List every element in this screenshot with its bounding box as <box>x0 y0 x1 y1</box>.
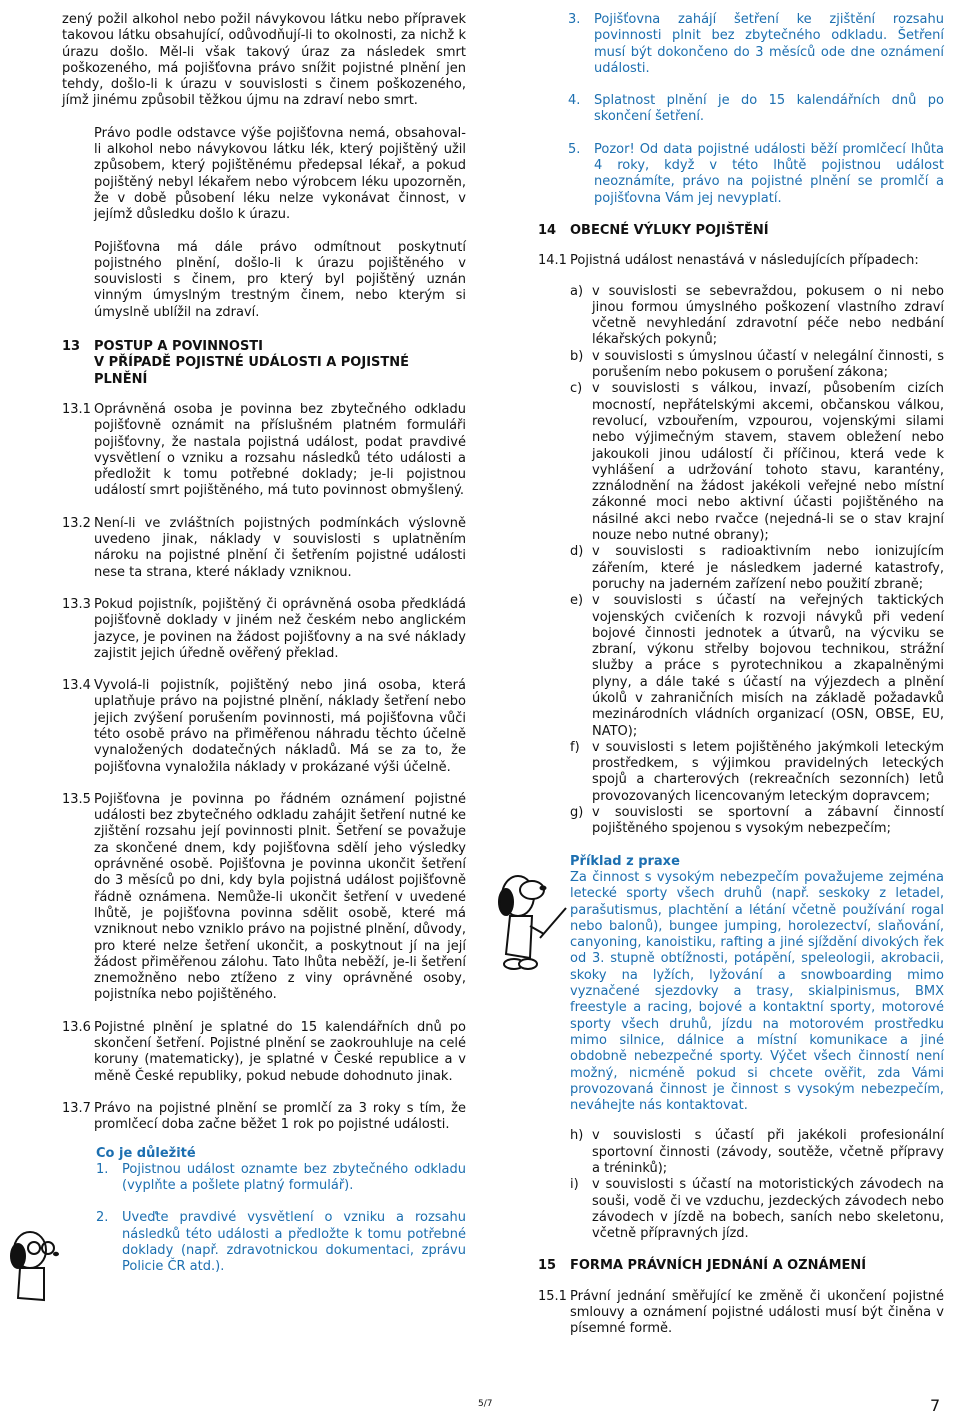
clause-number: 13.3 <box>62 596 91 612</box>
clause-15-1 <box>538 1289 944 1338</box>
intro-paragraph-2: Právo podle odstavce výše pojišťovna nemá, obsahoval-li alkohol nebo návykovou látku lék, který pojištěný užil způsobem, který pojištěnému předepsal lékař, a pokud pojištěný nebyl lékařem nebo výrobcem léku upozorněn, že v době působení léku nelze vykonávat činnost, v jejímž důsledku došlo k úrazu. <box>94 125 466 223</box>
important-item-1 <box>96 1162 466 1195</box>
clause-14-1 <box>538 253 944 269</box>
clause-text: Pojistná událost nenastává v následujících případech: <box>570 253 919 269</box>
section-title: FORMA PRÁVNÍCH JEDNÁNÍ A OZNÁMENÍ <box>570 1258 867 1274</box>
section-number: 13 <box>62 339 81 355</box>
snoopy-pointing-illustration <box>484 868 574 988</box>
exclusion-label: g) <box>570 805 584 821</box>
important-item-number: 4. <box>568 93 581 109</box>
important-item-text: Pozor! Od data pojistné události běží promlčecí lhůta 4 roky, když v této lhůtě pojistnou událost neoznámíte, právo na pojistné plnění se promlčí a pojišťovna Vám jej nevyplatí. <box>594 141 944 206</box>
exclusion-text: v souvislosti s účastí na veřejných taktických vojenských cvičeních k rozvoji návyků při vedení bojové činnosti jednotek a útvarů, na výcviku se zbraní, výkonu střelby bojovou technikou, strážní služby a práce s pyrotechnikou a zkapalněnými plyny, a dále také s účastí na výjezdech a plnění úkolů v zahraničních misích na základě požadavků mezinárodních vládních organizací (OSN, OBSE, EU, NATO); <box>592 593 944 739</box>
clause-number: 13.4 <box>62 678 91 694</box>
clause-text: Vyvolá-li pojistník, pojištěný nebo jiná osoba, která uplatňuje právo na pojistné plnění, náklady šetření nebo jejich zvýšení porušením povinnosti, má pojišťovna vůči této osobě právo na přiměřenou náhradu těchto účelně vynaložených dodatečných nákladů. Má se za to, že pojišťovna vynaložila náklady v prokázané výši účelně. <box>94 678 466 775</box>
clause-number: 13.7 <box>62 1100 91 1116</box>
page-number: 7 <box>930 1396 941 1415</box>
section-13-items <box>62 402 466 1134</box>
important-item-2 <box>96 1210 466 1275</box>
section-number: 14 <box>538 222 557 238</box>
section-13-heading <box>62 339 466 388</box>
important-item-4 <box>568 93 944 126</box>
exclusion-label: h) <box>570 1128 584 1144</box>
exclusion-label: a) <box>570 283 584 299</box>
example-box-title: Příklad z praxe <box>570 853 680 869</box>
exclusion-text: v souvislosti se sportovní a zábavní činností pojištěného spojenou s vysokým nebezpečím; <box>592 805 944 837</box>
exclusion-text: v souvislosti s radioaktivním nebo ionizujícím zářením, které je následkem jaderné katastrofy, poruchy na jaderném zařízení nebo použití zbraně; <box>592 544 944 592</box>
important-item-text: Splatnost plnění je do 15 kalendářních dnů po skončení šetření. <box>594 93 944 125</box>
left-column <box>62 12 466 1276</box>
exclusion-d <box>570 544 944 593</box>
example-box <box>538 854 944 1115</box>
clause-13-5 <box>62 792 466 1004</box>
clause-13-1 <box>62 402 466 500</box>
important-item-3 <box>568 12 944 77</box>
important-item-5 <box>568 142 944 207</box>
exclusion-text: v souvislosti se sebevraždou, pokusem o ni nebo jinou formou úmyslného poškození vlastního zdraví včetně nevyhledání zdravotní péče nebo nedbání lékařských pokynů; <box>592 283 944 348</box>
exclusions-list-h-i <box>538 1128 944 1242</box>
section-number: 15 <box>538 1258 557 1274</box>
exclusions-list-a-g <box>538 284 944 838</box>
exclusion-c <box>570 381 944 544</box>
section-title-line1: POSTUP A POVINNOSTI <box>94 339 264 355</box>
section-title-line2: V PŘÍPADĚ POJISTNÉ UDÁLOSTI A POJISTNÉ PLNĚNÍ <box>94 355 410 387</box>
exclusion-text: v souvislosti s účastí při jakékoli profesionální sportovní činnosti (závody, soutěže, včetně přípravy a tréninků); <box>592 1128 944 1176</box>
clause-number: 13.1 <box>62 401 91 417</box>
clause-text: Právní jednání směřující ke změně či ukončení pojistné smlouvy a oznámení pojistné události musí být činěna v písemné formě. <box>570 1288 944 1337</box>
exclusion-text: v souvislosti s letem pojištěného jakýmkoli leteckým prostředkem, s výjimkou pravidelných leteckých spojů a charterových (rekreačních sezonních) letů provozovaných licencovaným leteckým dopravcem; <box>592 739 944 804</box>
exclusion-label: f) <box>570 739 580 755</box>
exclusion-label: e) <box>570 593 584 609</box>
important-item-number: 2. <box>96 1210 109 1226</box>
exclusion-a <box>570 284 944 349</box>
exclusion-e <box>570 593 944 740</box>
exclusion-text: v souvislosti s válkou, invazí, působením cizích mocností, nepřátelskými akcemi, občanskou válkou, revolucí, vzbouřením, vzpourou, vojenskými silami nebo výjimečným stavem, stavem obležení nebo jakoukoli jinou událostí či příčinou, která vede k vyhlášení a udržování tohoto stavu, karantény, zználodnění na žádost jakékoli veřejné nebo místní zákonné moci nebo aktivní účasti pojištěného na násilné akci nebo rvačce (nejedná-li se o stav krajní nouze nebo nutné obrany); <box>592 381 944 544</box>
clause-text: Oprávněná osoba je povinna bez zbytečného odkladu pojišťovně oznámit na příslušném platném formuláři pojišťovny, že nastala pojistná událost, podat pravdivé vysvětlení o vzniku a rozsahu následků této události a předložit k tomu potřebné doklady; je-li pojistnou událostí smrt pojištěného, má tuto povinnost obmyšlený. <box>94 401 466 499</box>
clause-number: 13.2 <box>62 515 91 531</box>
clause-number: 15.1 <box>538 1288 567 1304</box>
example-box-text: Za činnost s vysokým nebezpečím považujeme zejména letecké sporty všech druhů (např. seskoky z letadel, parašutismus, plachtění a létání včetně používání rogal nebo balonů), bungee jumping, horolezectví, slaňování, canyoning, kanoistiku, rafting a jiné sjíždění divokých řek od 3. stupně obtížnosti, potápění, speleologii, akrobacii, skoky na lyžích, lyžování a snowboarding mimo vyznačené sjezdovky a trasy, skialpinismus, BMX freestyle a racing, bojové a kontaktní sporty, motorové sporty všech druhů, jízdu na motorovém prostředku mimo silnice, dálnice a místní komunikace a jiné obdobně nebezpečné sporty. Výčet všech činností není možný, nicméně pokud si chcete ověřit, zda Vámi provozovaná činnost je činnost s vysokým nebezpečím, neváhejte nás kontaktovat. <box>570 869 944 1114</box>
important-item-number: 1. <box>96 1161 109 1177</box>
exclusion-label: c) <box>570 381 583 397</box>
exclusion-text: v souvislosti s úmyslnou účastí v nelegální činnosti, s porušením nebo pokusem o porušení zákona; <box>592 348 944 381</box>
exclusion-i <box>570 1177 944 1242</box>
clause-number: 14.1 <box>538 253 567 269</box>
important-item-text: Pojistnou událost oznamte bez zbytečného odkladu (vyplňte a pošlete platný formulář). <box>122 1161 466 1194</box>
intro-paragraph-1: zený požil alkohol nebo požil návykovou látku nebo přípravek takovou látku obsahující, odůvodňují-li to okolnosti, za nichž k úrazu došlo. Měl-li však takový úraz za následek smrt poškozeného, má pojišťovna právo snížit pojistné plnění jen tehdy, došlo-li k úrazu v souvislosti s činem poškozeného, jímž jinému způsobil těžkou újmu na zdraví nebo smrt. <box>62 12 466 109</box>
clause-text: Pojišťovna je povinna po řádném oznámení pojistné události bez zbytečného odkladu zahájit šetření nutné ke zjištění rozsahu její povinnosti plnit. Šetření se považuje za skončené dnem, kdy pojišťovna sdělí jeho výsledky oprávněné osobě. Pojišťovna je povinna ukončit šetření do 3 měsíců po dni, kdy byla pojistná událost pojišťovně řádně oznámena. Nemůže-li ukončit šetření v uvedené lhůtě, je pojišťovna povinna sdělit osobě, které má vzniknout nebo vzniklo právo na pojistné plnění, důvody, pro které nelze šetření ukončit, a poskytnout jí na její žádost přiměřenou zálohu. Tato lhůta neběží, je-li šetření znemožněno nebo ztíženo z viny oprávněné osoby, pojistníka nebo pojištěného. <box>94 791 466 1003</box>
clause-13-4 <box>62 678 466 776</box>
clause-13-6 <box>62 1020 466 1085</box>
section-title: OBECNÉ VÝLUKY POJIŠTĚNÍ <box>570 222 769 238</box>
clause-13-7 <box>62 1101 466 1134</box>
exclusion-label: d) <box>570 544 584 560</box>
clause-number: 13.6 <box>62 1019 91 1035</box>
exclusion-h <box>570 1128 944 1177</box>
clause-text: Pojistné plnění je splatné do 15 kalendářních dnů po skončení šetření. Pojistné plnění se zaokrouhluje na celé koruny (matematicky), je splatné v České republice a v měně České republiky, pokud nebude dohodnuto jinak. <box>94 1019 466 1084</box>
exclusion-label: b) <box>570 348 584 364</box>
clause-13-2 <box>62 516 466 581</box>
right-column <box>538 12 944 1354</box>
important-box <box>62 1146 466 1276</box>
important-box-continued <box>538 12 944 207</box>
clause-text: Právo na pojistné plnění se promlčí za 3 roky s tím, že promlčecí doba začne běžet 1 rok po pojistné události. <box>94 1100 466 1133</box>
important-item-text: Pojišťovna zahájí šetření ke zjištění rozsahu povinnosti plnit bez zbytečného odkladu. Šetření musí být dokončeno do 3 měsíců ode dne oznámení události. <box>594 12 944 76</box>
intro-paragraph-3: Pojišťovna má dále právo odmítnout poskytnutí pojistného plnění, došlo-li k úrazu pojištěného v souvislosti s činem, pro který byl pojištěný uznán vinným úmyslným trestným činem, nebo kterým si úmyslně ublížil na zdraví. <box>94 239 466 320</box>
page-marker: 5/7 <box>478 1399 493 1409</box>
exclusion-text: v souvislosti s účastí na motoristických závodech na souši, vodě či ve vzduchu, jezdeckých závodech nebo závodech v jízdě na bobech, saních nebo skeletonu, včetně přípravných jízd. <box>592 1177 944 1242</box>
clause-13-3 <box>62 597 466 662</box>
important-item-text: Uveďte pravdivé vysvětlení o vzniku a rozsahu následků této události a předložte k tomu potřebné doklady (např. zdravotnickou dokumentaci, zprávu Policie ČR atd.). <box>122 1210 466 1275</box>
snoopy-glasses-illustration <box>4 1224 62 1308</box>
clause-text: Pokud pojistník, pojištěný či oprávněná osoba předkládá pojišťovně doklady v jiném než českém nebo anglickém jazyce, je povinen na žádost pojišťovny a na své náklady zajistit jejich úředně ověřený překlad. <box>94 596 466 661</box>
exclusion-b <box>570 349 944 382</box>
important-item-number: 3. <box>568 12 581 27</box>
important-item-number: 5. <box>568 141 581 157</box>
clause-number: 13.5 <box>62 791 91 807</box>
exclusion-g <box>570 805 944 838</box>
exclusion-label: i) <box>570 1177 579 1193</box>
section-14-heading <box>538 223 944 239</box>
important-box-title: Co je důležité <box>96 1145 196 1161</box>
exclusion-f <box>570 740 944 805</box>
clause-text: Není-li ve zvláštních pojistných podmínkách výslovně uvedeno jinak, náklady v souvislosti s uplatněním nároku na pojistné plnění či šetřením pojistné události nese ta strana, které náklady vzniknou. <box>94 515 466 580</box>
section-15-heading <box>538 1258 944 1274</box>
